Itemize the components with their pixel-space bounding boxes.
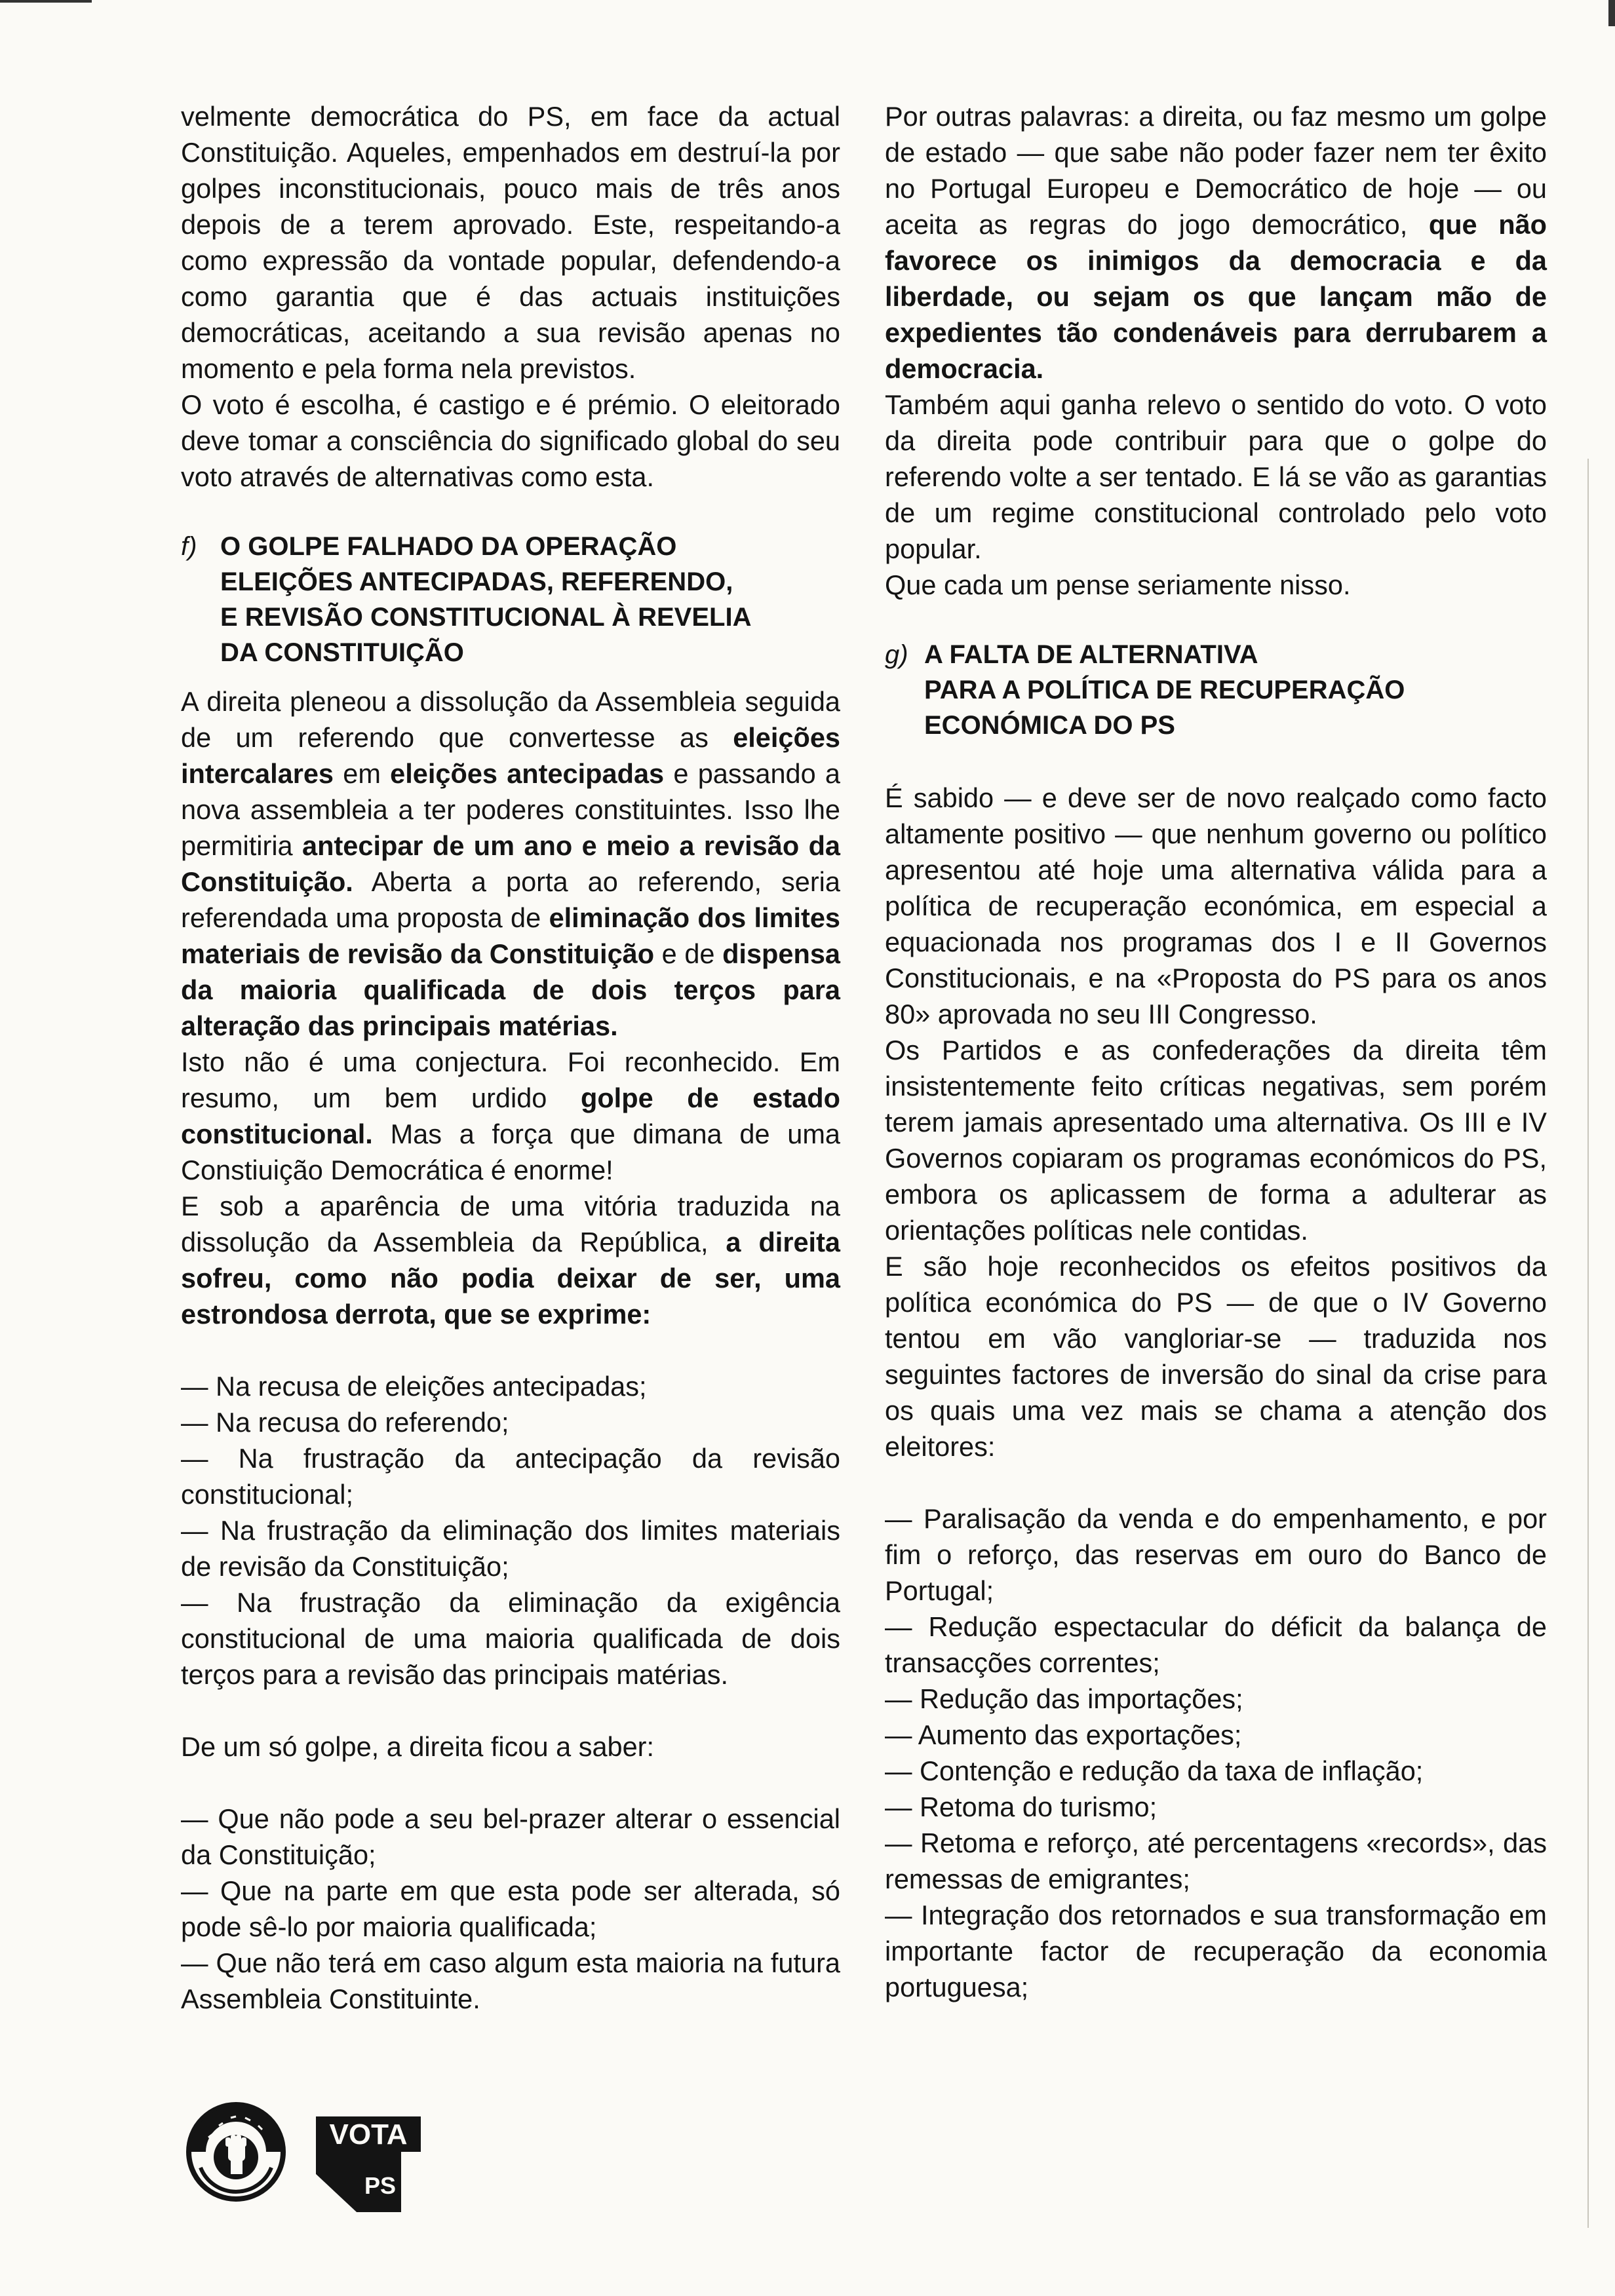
emphasis: eleições intercalares xyxy=(181,722,840,789)
footer-logos xyxy=(185,2097,460,2215)
heading-line: A FALTA DE ALTERNATIVA xyxy=(924,640,1258,669)
list-item: — Na frustração da eliminação da exigência constitucional de uma maioria qualificada de dois terços para a revisão das principais matérias. xyxy=(181,1587,840,1690)
list-item: — Na frustração da antecipação da revisão constitucional; xyxy=(181,1443,840,1510)
list-item: — Na recusa do referendo; xyxy=(181,1407,509,1438)
list-item: — Na recusa de eleições antecipadas; xyxy=(181,1371,647,1402)
section-letter: g) xyxy=(885,640,908,669)
list-item: — Contenção e redução da taxa de inflação; xyxy=(885,1755,1424,1786)
left-column xyxy=(181,98,840,2017)
list-item: — Paralisação da venda e do empenhamento, e por fim o reforço, das reservas em ouro do Banco de Portugal; xyxy=(885,1503,1547,1606)
list-item: — Retoma e reforço, até percentagens «records», das remessas de emigrantes; xyxy=(885,1827,1547,1894)
paragraph: Também aqui ganha relevo o sentido do voto. O voto da direita pode contribuir para que o golpe do referendo volte a ser tentado. E lá se vão as garantias de um regime constitucional controlado pelo voto popular. xyxy=(885,389,1547,564)
list-item: — Na frustração da eliminação dos limites materiais de revisão da Constituição; xyxy=(181,1515,840,1582)
paragraph: Isto não é uma conjectura. Foi reconhecido. Em resumo, um bem urdido golpe de estado constitucional. Mas a força que dimana de uma Constiuição Democrática é enorme! xyxy=(181,1046,840,1185)
emphasis: antecipar de um ano e meio a revisão da Constituição. xyxy=(181,830,841,897)
paragraph: Que cada um pense seriamente nisso. xyxy=(885,569,1351,600)
paragraph: De um só golpe, a direita ficou a saber: xyxy=(181,1731,655,1762)
section-title xyxy=(220,529,751,670)
list-item: — Retoma do turismo; xyxy=(885,1791,1158,1822)
emphasis: eliminação dos limites materiais de revisão da Constituição xyxy=(181,902,840,969)
list-item: — Aumento das exportações; xyxy=(885,1719,1242,1750)
paragraph: É sabido — e deve ser de novo realçado como facto altamente positivo — que nenhum governo ou político apresentou até hoje uma alternativa válida para a política de recuperação económica, em especial a equacionada nos programas dos I e II Governos Constitucionais, e na «Proposta do PS para os anos 80» aprovada no seu III Congresso. xyxy=(885,782,1547,1029)
paragraph: velmente democrática do PS, em face da actual Constituição. Aqueles, empenhados em destruí-la por golpes inconstitucionais, pouco mais de três anos depois de a terem aprovado. Este, respeitando-a como expressão da vontade popular, defendendo-a como garantia que é das actuais instituições democráticas, aceitando a sua revisão apenas no momento e pela forma nela previstos. xyxy=(181,101,840,384)
paragraph: Por outras palavras: a direita, ou faz mesmo um golpe de estado — que sabe não poder fazer nem ter êxito no Portugal Europeu e Democrático de hoje — ou aceita as regras do jogo democrático, que não favorece os inimigos da democracia e da liberdade, ou sejam os que lançam mão de expedientes tão condenáveis para derrubarem a democracia. xyxy=(885,101,1547,384)
scan-edge-mark xyxy=(1587,459,1589,2228)
section-title xyxy=(924,637,1405,743)
heading-line: O GOLPE FALHADO DA OPERAÇÃO xyxy=(220,532,677,561)
list-item: — Que não terá em caso algum esta maioria na futura Assembleia Constituinte. xyxy=(181,1947,840,2014)
emphasis: eleições antecipadas xyxy=(390,758,665,789)
section-heading-f xyxy=(181,529,840,670)
right-column xyxy=(885,98,1547,2005)
paragraph: A direita pleneou a dissolução da Assembleia seguida de um referendo que convertesse as eleições intercalares em eleições antecipadas e passando a nova assembleia a ter poderes constituintes. Isso lhe permitiria antecipar de um ano e meio a revisão da Constituição. Aberta a porta ao referendo, seria referendada uma proposta de eliminação dos limites materiais de revisão da Constituição e de dispensa da maioria qualificada de dois terços para alteração das principais matérias. xyxy=(181,686,841,1041)
section-letter: f) xyxy=(181,532,197,561)
section-heading-g xyxy=(885,637,1547,743)
ps-label: PS xyxy=(364,2172,396,2199)
paragraph: E sob a aparência de uma vitória traduzida na dissolução da Assembleia da República, a direita sofreu, como não podia deixar de ser, uma estrondosa derrota, que se exprime: xyxy=(181,1191,840,1330)
list-item: — Redução espectacular do déficit da balança de transacções correntes; xyxy=(885,1611,1547,1678)
list-item: — Integração dos retornados e sua transformação em importante factor de recuperação da economia portuguesa; xyxy=(885,1900,1547,2002)
list-item: — Que não pode a seu bel-prazer alterar o essencial da Constituição; xyxy=(181,1803,840,1870)
vota-ps-logo xyxy=(316,2116,421,2212)
heading-line: ELEIÇÕES ANTECIPADAS, REFERENDO, xyxy=(220,567,733,596)
heading-line: ECONÓMICA DO PS xyxy=(924,711,1175,740)
scan-edge-mark xyxy=(1608,0,1615,26)
scan-edge-mark xyxy=(0,0,92,3)
vota-label: VOTA xyxy=(329,2118,408,2151)
list-item: — Redução das importações; xyxy=(885,1683,1243,1714)
emphasis: golpe de estado constitucional. xyxy=(181,1082,840,1149)
emphasis: que não favorece os inimigos da democracia e da liberdade, ou sejam os que lançam mão de expedientes tão condenáveis para derrubarem a democracia. xyxy=(885,209,1547,384)
emphasis: dispensa da maioria qualificada de dois terços para alteração das principais matérias. xyxy=(181,938,840,1041)
emphasis: a direita sofreu, como não podia deixar de ser, uma estrondosa derrota, que se exprime: xyxy=(181,1227,840,1330)
heading-line: DA CONSTITUIÇÃO xyxy=(220,638,464,667)
list-item: — Que na parte em que esta pode ser alterada, só pode sê-lo por maioria qualificada; xyxy=(181,1875,840,1942)
paragraph: E são hoje reconhecidos os efeitos positivos da política económica do PS — de que o IV Governo tentou em vão vangloriar-se — traduzida nos seguintes factores de inversão do sinal da crise para os quais uma vez mais se chama a atenção dos eleitores: xyxy=(885,1251,1547,1462)
paragraph: Os Partidos e as confederações da direita têm insistentemente feito críticas negativas, sem porém terem jamais apresentado uma alternativa. Os III e IV Governos copiaram os programas económicos do PS, embora os aplicassem de forma a adulterar as orientações políticas nele contidas. xyxy=(885,1035,1547,1246)
logos-graphic xyxy=(185,2097,460,2215)
party-seal-icon xyxy=(189,2105,283,2199)
heading-line: PARA A POLÍTICA DE RECUPERAÇÃO xyxy=(924,676,1405,704)
paragraph: O voto é escolha, é castigo e é prémio. O eleitorado deve tomar a consciência do significado global do seu voto através de alternativas como esta. xyxy=(181,389,840,492)
heading-line: E REVISÃO CONSTITUCIONAL À REVELIA xyxy=(220,603,752,632)
